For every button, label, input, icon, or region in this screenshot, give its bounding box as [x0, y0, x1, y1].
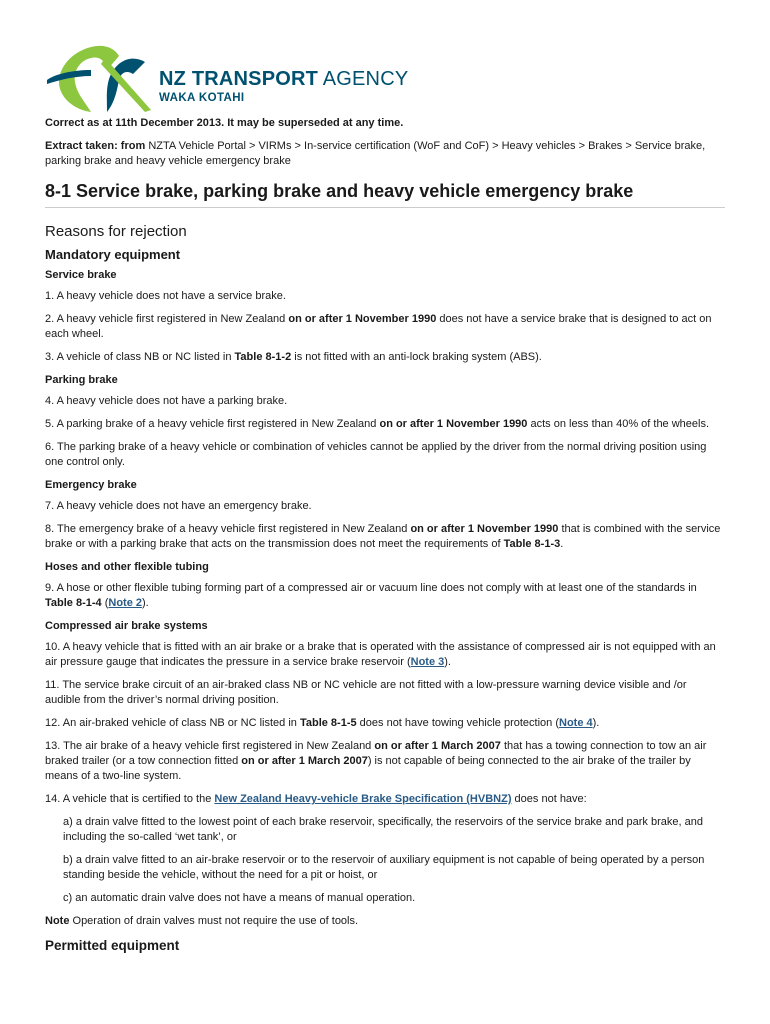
logo-wordmark: NZ TRANSPORT AGENCY — [159, 68, 409, 90]
item-3: 3. A vehicle of class NB or NC listed in Table 8-1-2 is not fitted with an anti-lock braking system (ABS). — [45, 351, 542, 363]
item-14: 14. A vehicle that is certified to the New Zealand Heavy-vehicle Brake Specification (HVBNZ) does not have: — [45, 793, 587, 805]
item-8: 8. The emergency brake of a heavy vehicle first registered in New Zealand on or after 1 November 1990 that is combined with the service brake or with a parking brake that acts on the transmission does not meet the requirements of Table 8-1-3. — [45, 523, 721, 550]
item-12: 12. An air-braked vehicle of class NB or NC listed in Table 8-1-5 does not have towing vehicle protection (Note 4). — [45, 717, 600, 729]
extract-source: Extract taken: from NZTA Vehicle Portal > VIRMs > In-service certification (WoF and CoF) > Heavy vehicles > Brakes > Service brake, parking brake and heavy vehicle emergency brake — [45, 140, 706, 167]
drain-valve-note: Note Operation of drain valves must not require the use of tools. — [45, 915, 359, 927]
permitted-heading: Permitted equipment — [45, 938, 180, 953]
hoses-heading: Hoses and other flexible tubing — [45, 561, 209, 573]
item-5: 5. A parking brake of a heavy vehicle first registered in New Zealand on or after 1 November 1990 acts on less than 40% of the wheels. — [45, 418, 710, 430]
item-6: 6. The parking brake of a heavy vehicle or combination of vehicles cannot be applied by the driver from the normal driving position using one control only. — [45, 441, 707, 468]
note-4-link[interactable]: Note 4 — [559, 717, 593, 729]
section-heading: Reasons for rejection — [45, 223, 187, 240]
nzta-logo-mark-icon — [45, 40, 153, 115]
item-14a: a) a drain valve fitted to the lowest point of each brake reservoir, specifically, the reservoirs of the service brake and park brake, and including the so-called ‘wet tank’, or — [63, 816, 703, 843]
note-2-link[interactable]: Note 2 — [108, 597, 143, 609]
currency-note: Correct as at 11th December 2013. It may be superseded at any time. — [45, 117, 404, 129]
nzta-logo — [45, 40, 409, 115]
document-body — [45, 116, 725, 959]
service-brake-heading: Service brake — [45, 269, 117, 281]
item-14b: b) a drain valve fitted to an air-brake reservoir or to the reservoir of auxiliary equipment is not capable of being operated by a person standing beside the vehicle, without the need for a pit or hoist, or — [63, 854, 705, 881]
item-9: 9. A hose or other flexible tubing forming part of a compressed air or vacuum line does not comply with at least one of the standards in Table 8-1-4 (Note 2). — [45, 582, 697, 609]
item-13: 13. The air brake of a heavy vehicle first registered in New Zealand on or after 1 March 2007 that has a towing connection to tow an air braked trailer (or a tow connection fitted on or after 1 March 2007) is not capable of being connected to the air brake of the trailer by means of a two-line system. — [45, 740, 707, 782]
compressed-air-heading: Compressed air brake systems — [45, 620, 208, 632]
item-7: 7. A heavy vehicle does not have an emergency brake. — [45, 500, 312, 512]
item-11: 11. The service brake circuit of an air-braked class NB or NC vehicle are not fitted with a low-pressure warning device visible and /or audible from the driver’s normal driving position. — [45, 679, 687, 706]
item-14c: c) an automatic drain valve does not have a means of manual operation. — [63, 892, 416, 904]
item-2: 2. A heavy vehicle first registered in New Zealand on or after 1 November 1990 does not have a service brake that is designed to act on each wheel. — [45, 313, 712, 340]
item-1: 1. A heavy vehicle does not have a service brake. — [45, 290, 286, 302]
page-title: 8-1 Service brake, parking brake and heavy vehicle emergency brake — [45, 179, 725, 208]
item-4: 4. A heavy vehicle does not have a parking brake. — [45, 395, 288, 407]
hvbnz-link[interactable]: New Zealand Heavy-vehicle Brake Specification (HVBNZ) — [214, 793, 512, 805]
item-10: 10. A heavy vehicle that is fitted with an air brake or a brake that is operated with the assistance of compressed air is not equipped with an air pressure gauge that indicates the pressure in a service brake reservoir (Note 3). — [45, 641, 716, 668]
note-3-link[interactable]: Note 3 — [410, 656, 445, 668]
mandatory-heading: Mandatory equipment — [45, 247, 181, 262]
logo-subtitle: WAKA KOTAHI — [159, 92, 245, 104]
parking-brake-heading: Parking brake — [45, 374, 118, 386]
emergency-brake-heading: Emergency brake — [45, 479, 137, 491]
